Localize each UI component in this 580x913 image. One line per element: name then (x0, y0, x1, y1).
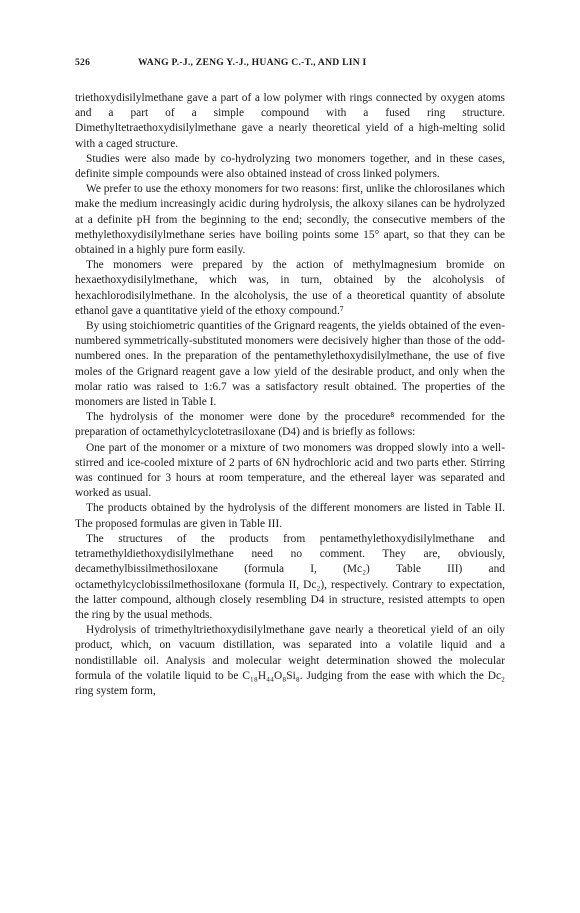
running-head: WANG P.-J., ZENG Y.-J., HUANG C.-T., AND LIN I (138, 57, 367, 68)
paragraph: Studies were also made by co-hydrolyzing two monomers together, and in these cases, definite simple compounds were also obtained instead of cross linked polymers. (75, 152, 505, 181)
paragraph: Hydrolysis of trimethyltriethoxydisilylmethane gave nearly a theoretical yield of an oily product, which, on vacuum distillation, was separated into a volatile liquid and a nondistillable oil. Analysis and molecular weight determination showed the molecular formula of the volatile liquid to be C₁₈H₄₄O₈Si₈. Judging from the ease with which the Dc₂ ring system form, (75, 624, 505, 697)
paragraph: We prefer to use the ethoxy monomers for two reasons: first, unlike the chlorosilanes which make the medium increasingly acidic during hydrolysis, the alkoxy silanes can be hydrolyzed at a definite pH from the beginning to the end; secondly, the consecutive members of the methylethoxydisilylmethane series have boiling points some 15° apart, so that they can be obtained in a highly pure form easily. (75, 183, 505, 257)
paragraph: One part of the monomer or a mixture of two monomers was dropped slowly into a well-stirred and ice-cooled mixture of 2 parts of 6N hydrochloric acid and two parts ether. Stirring was continued for 3 hours at room temperature, and the ethereal layer was separated and worked as usual. (75, 441, 505, 500)
paragraph: triethoxydisilylmethane gave a part of a low polymer with rings connected by oxygen atoms and a part of a simple compound with a fused ring structure. Dimethyltetraethoxydisilylmethane gave a nearly theoretical yield of a high-melting solid with a caged structure. (75, 92, 505, 150)
page-number: 526 (75, 57, 91, 68)
paragraph: The hydrolysis of the monomer were done by the procedure⁸ recommended for the preparation of octamethylcyclotetrasiloxane (D4) and is briefly as follows: (75, 411, 505, 439)
page-header (75, 57, 505, 73)
paragraph: By using stoichiometric quantities of the Grignard reagents, the yields obtained of the even-numbered symmetrically-substituted monomers were decisively higher than those of the odd-numbered ones. In the preparation of the pentamethylethoxydisilylmethane, the use of five moles of the Grignard reagent gave a low yield of the desirable product, and only when the molar ratio was raised to 1:6.7 was a satisfactory result obtained. The properties of the monomers are listed in Table I. (75, 320, 505, 409)
paragraph: The structures of the products from pentamethylethoxydisilylmethane and tetramethyldiethoxydisilylmethane need no comment. They are, obviously, decamethylbissilmethosiloxane (formula I, (Mc₂) Table III) and octamethylcyclobissilmethosiloxane (formula II, Dc₂), respectively. Contrary to expectation, the latter compound, although closely resembling D4 in structure, resisted attempts to open the ring by the usual methods. (75, 532, 505, 621)
article-body (75, 91, 505, 699)
paragraph: The monomers were prepared by the action of methylmagnesium bromide on hexaethoxydisilylmethane, which was, in turn, obtained by the alcoholysis of hexachlorodisilylmethane. In the alcoholysis, the use of a theoretical quantity of absolute ethanol gave a quantitative yield of the ethoxy compound.⁷ (75, 259, 505, 317)
paragraph: The products obtained by the hydrolysis of the different monomers are listed in Table II. The proposed formulas are given in Table III. (75, 502, 505, 530)
